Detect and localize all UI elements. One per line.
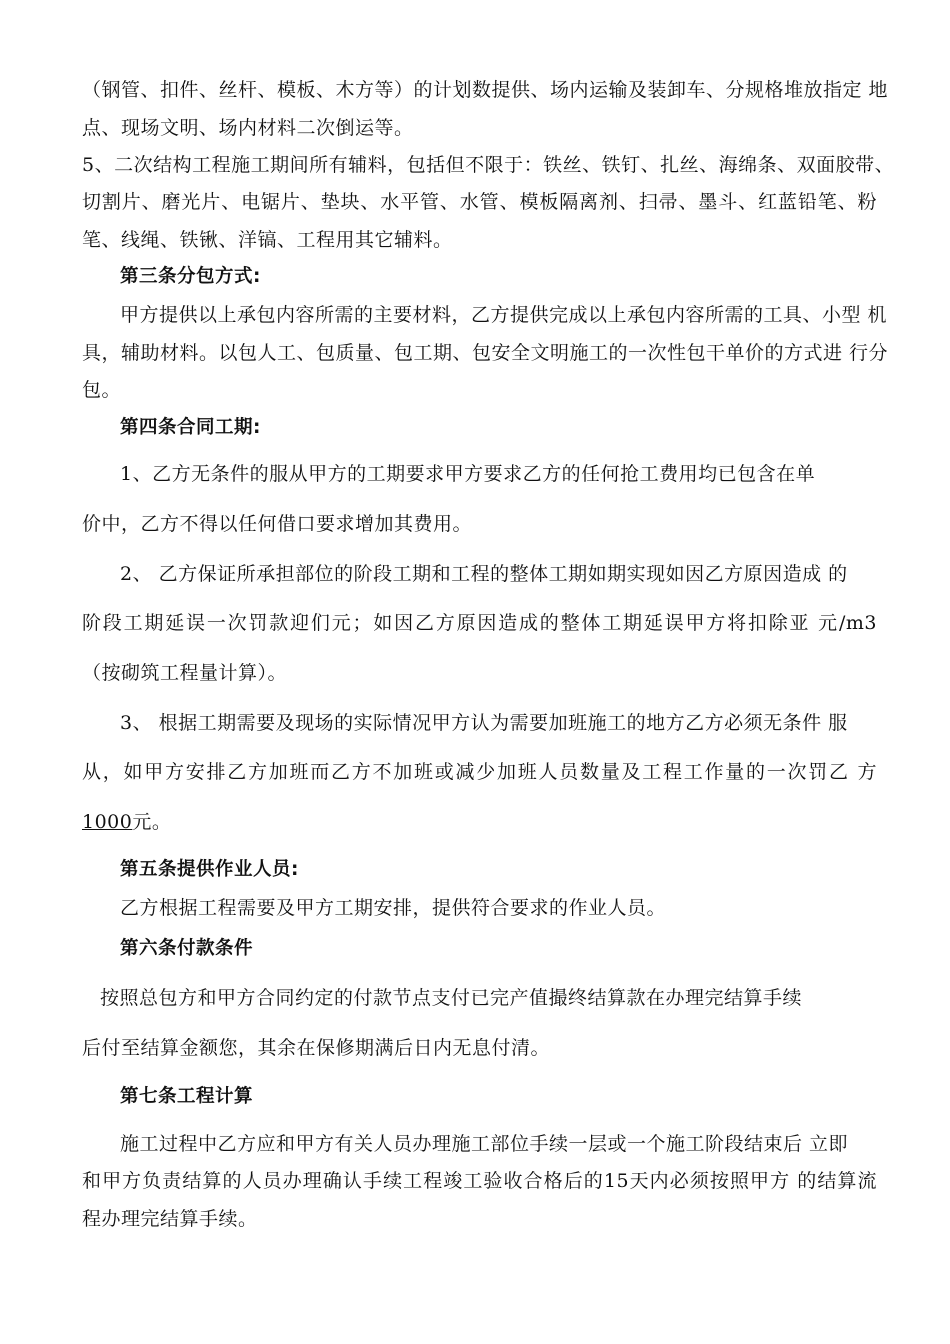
paragraph-line: 后付至结算金额您，其余在保修期满后日内无息付清。	[82, 1037, 551, 1059]
paragraph-line: 切割片、磨光片、电锯片、垫块、水平管、水管、模板隔离剂、扫帚、墨斗、红蓝铅笔、粉	[82, 191, 877, 213]
paragraph-line: 施工过程中乙方应和甲方有关人员办理施工部位手续一层或一个施工阶段结束后 立即	[120, 1133, 849, 1155]
penalty-amount: 1000	[82, 811, 133, 833]
paragraph-line: 和甲方负责结算的人员办理确认手续工程竣工验收合格后的15天内必须按照甲方 的结算流	[82, 1170, 877, 1192]
paragraph-line: 乙方根据工程需要及甲方工期安排，提供符合要求的作业人员。	[120, 897, 667, 919]
paragraph-line: 1、乙方无条件的服从甲方的工期要求甲方要求乙方的任何抢工费用均已包含在单	[120, 463, 816, 485]
section-heading-6: 第六条付款条件	[120, 938, 254, 959]
paragraph-line: 甲方提供以上承包内容所需的主要材料，乙方提供完成以上承包内容所需的工具、小型 机	[120, 304, 888, 326]
paragraph-line: 点、现场文明、场内材料二次倒运等。	[82, 117, 414, 139]
paragraph-line: 5、二次结构工程施工期间所有辅料，包括但不限于：铁丝、铁钉、扎丝、海绵条、双面胶带、	[82, 154, 895, 176]
paragraph-line: 3、 根据工期需要及现场的实际情况甲方认为需要加班施工的地方乙方必须无条件 服	[120, 712, 848, 734]
paragraph-line: （钢管、扣件、丝杆、模板、木方等）的计划数提供、场内运输及装卸车、分规格堆放指定 地	[82, 79, 889, 101]
paragraph-line: 价中，乙方不得以任何借口要求增加其费用。	[82, 513, 473, 535]
currency-unit: 元。	[132, 811, 172, 833]
section-heading-5: 第五条提供作业人员:	[120, 859, 299, 880]
paragraph-line: 阶段工期延误一次罚款迎们元；如因乙方原因造成的整体工期延误甲方将扣除亚 元/m3	[82, 612, 877, 634]
paragraph-line	[82, 809, 171, 835]
section-heading-7: 第七条工程计算	[120, 1086, 254, 1107]
paragraph-line: 笔、线绳、铁锹、洋镐、工程用其它辅料。	[82, 229, 453, 251]
section-heading-3: 第三条分包方式:	[120, 266, 261, 287]
section-heading-4: 第四条合同工期:	[120, 417, 261, 438]
paragraph-line: 2、 乙方保证所承担部位的阶段工期和工程的整体工期如期实现如因乙方原因造成 的	[120, 563, 848, 585]
paragraph-line: 包。	[82, 379, 122, 401]
paragraph-line: 从，如甲方安排乙方加班而乙方不加班或减少加班人员数量及工程工作量的一次罚乙 方	[82, 761, 877, 783]
paragraph-line: （按砌筑工程量计算）。	[82, 662, 288, 684]
paragraph-line: 按照总包方和甲方合同约定的付款节点支付已完产值撮终结算款在办理完结算手续	[100, 987, 803, 1009]
paragraph-line: 具，辅助材料。以包人工、包质量、包工期、包安全文明施工的一次性包干单价的方式进 行分	[82, 342, 889, 364]
paragraph-line: 程办理完结算手续。	[82, 1208, 258, 1230]
